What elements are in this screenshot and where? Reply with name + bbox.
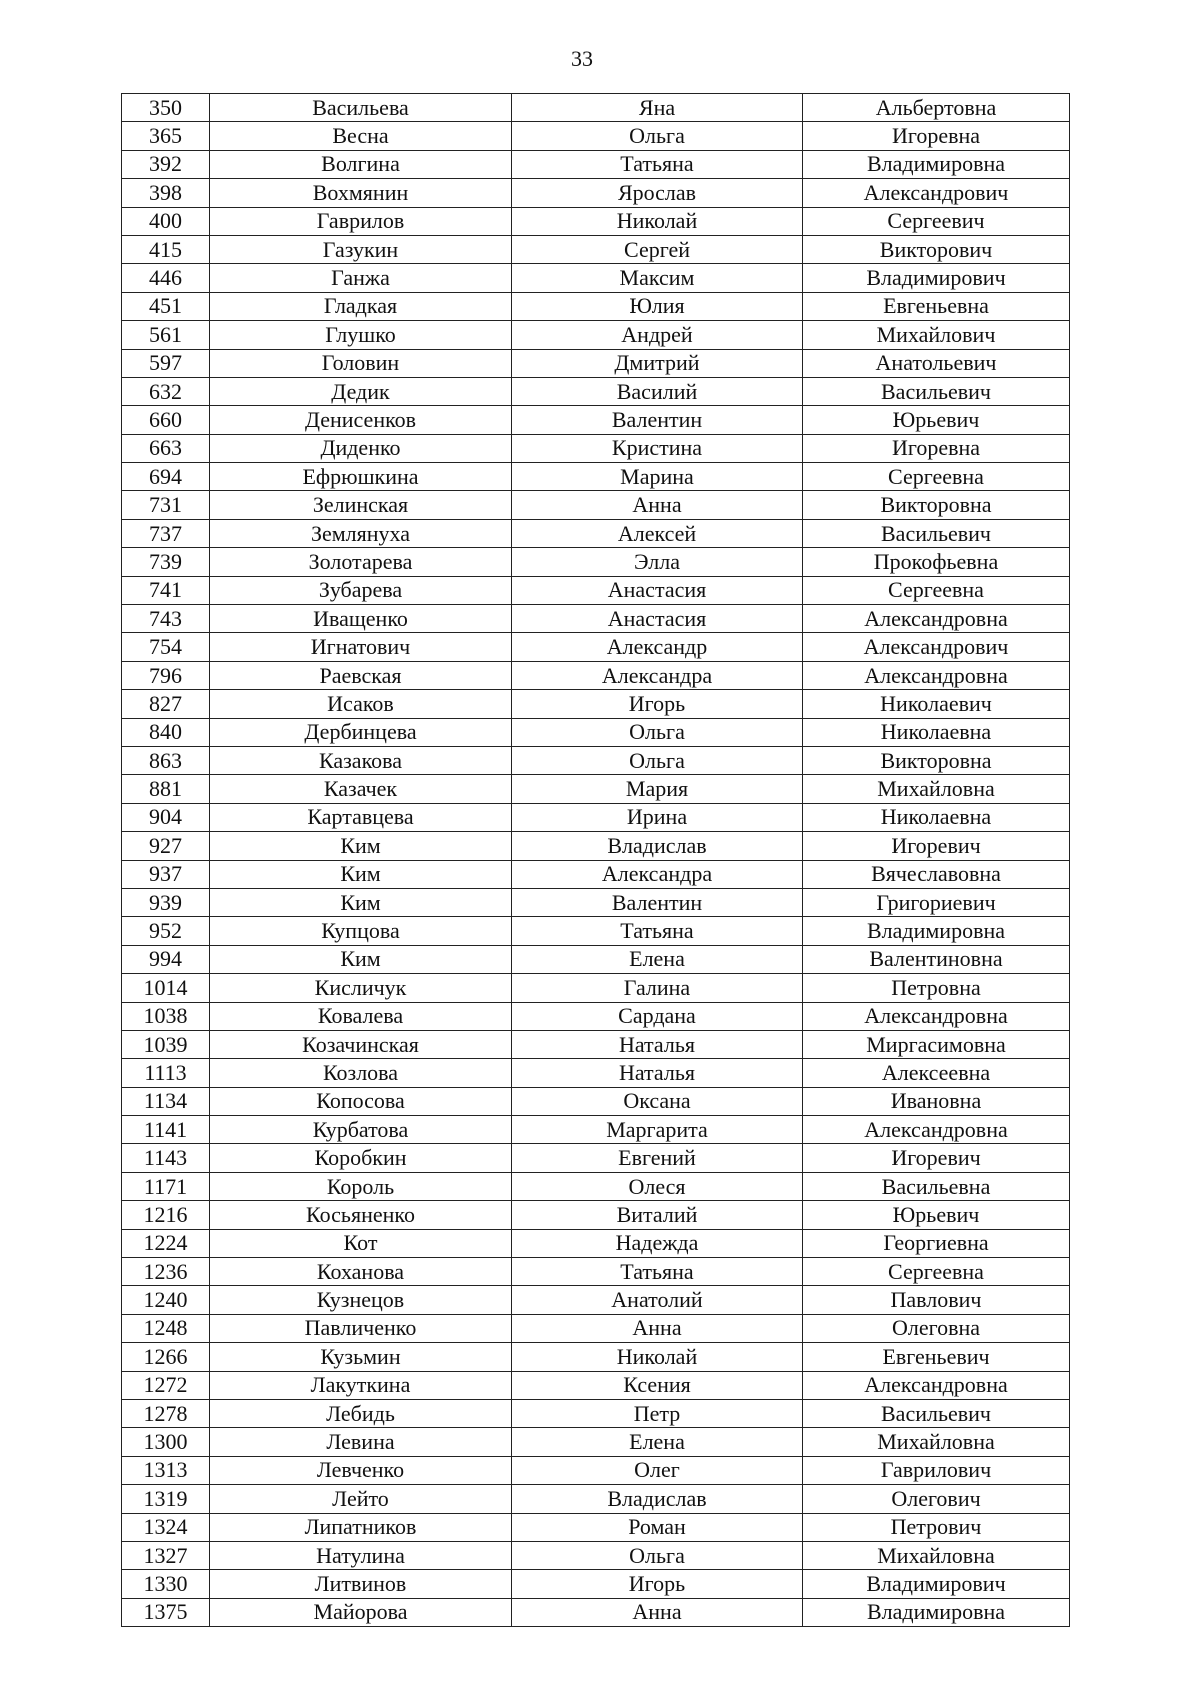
table-row [122,1570,1070,1598]
table-row [122,1059,1070,1087]
first-name-cell: Владислав [512,832,803,860]
last-name-cell: Лебидь [210,1399,512,1427]
row-number-cell: 597 [122,349,210,377]
row-number-cell: 1324 [122,1513,210,1541]
row-number-cell: 937 [122,860,210,888]
row-number-cell: 446 [122,264,210,292]
last-name-cell: Коханова [210,1258,512,1286]
patronymic-cell: Васильевна [803,1172,1070,1200]
table-row [122,1598,1070,1626]
first-name-cell: Ольга [512,746,803,774]
row-number-cell: 1313 [122,1456,210,1484]
table-row [122,605,1070,633]
table-row [122,122,1070,150]
last-name-cell: Ким [210,860,512,888]
row-number-cell: 1134 [122,1087,210,1115]
patronymic-cell: Юрьевич [803,406,1070,434]
patronymic-cell: Владимировна [803,1598,1070,1626]
row-number-cell: 400 [122,207,210,235]
table-row [122,1030,1070,1058]
table-row [122,264,1070,292]
row-number-cell: 927 [122,832,210,860]
table-row [122,406,1070,434]
row-number-cell: 1240 [122,1286,210,1314]
first-name-cell: Валентин [512,888,803,916]
first-name-cell: Елена [512,1428,803,1456]
table-row [122,1485,1070,1513]
row-number-cell: 1330 [122,1570,210,1598]
row-number-cell: 663 [122,434,210,462]
patronymic-cell: Миргасимовна [803,1030,1070,1058]
table-row [122,179,1070,207]
last-name-cell: Игнатович [210,633,512,661]
table-row [122,94,1070,122]
patronymic-cell: Александрович [803,633,1070,661]
patronymic-cell: Евгеньевич [803,1343,1070,1371]
patronymic-cell: Викторович [803,235,1070,263]
patronymic-cell: Прокофьевна [803,548,1070,576]
table-row [122,1314,1070,1342]
patronymic-cell: Александровна [803,605,1070,633]
first-name-cell: Роман [512,1513,803,1541]
row-number-cell: 1039 [122,1030,210,1058]
patronymic-cell: Александровна [803,1371,1070,1399]
patronymic-cell: Валентиновна [803,945,1070,973]
first-name-cell: Александр [512,633,803,661]
table-row [122,1541,1070,1569]
row-number-cell: 365 [122,122,210,150]
first-name-cell: Анастасия [512,605,803,633]
table-row [122,463,1070,491]
first-name-cell: Ольга [512,1541,803,1569]
row-number-cell: 1319 [122,1485,210,1513]
table-row [122,1428,1070,1456]
last-name-cell: Газукин [210,235,512,263]
patronymic-cell: Викторовна [803,491,1070,519]
first-name-cell: Дмитрий [512,349,803,377]
last-name-cell: Зелинская [210,491,512,519]
table-row [122,661,1070,689]
row-number-cell: 660 [122,406,210,434]
last-name-cell: Косьяненко [210,1201,512,1229]
last-name-cell: Павличенко [210,1314,512,1342]
last-name-cell: Липатников [210,1513,512,1541]
first-name-cell: Александра [512,661,803,689]
row-number-cell: 1014 [122,974,210,1002]
patronymic-cell: Николаевна [803,803,1070,831]
first-name-cell: Анна [512,1598,803,1626]
patronymic-cell: Алексеевна [803,1059,1070,1087]
table-row [122,207,1070,235]
first-name-cell: Кристина [512,434,803,462]
row-number-cell: 1113 [122,1059,210,1087]
first-name-cell: Николай [512,207,803,235]
row-number-cell: 1171 [122,1172,210,1200]
last-name-cell: Золотарева [210,548,512,576]
table-row [122,1172,1070,1200]
last-name-cell: Ковалева [210,1002,512,1030]
patronymic-cell: Александровна [803,1116,1070,1144]
table-row [122,576,1070,604]
last-name-cell: Левина [210,1428,512,1456]
patronymic-cell: Васильевич [803,1399,1070,1427]
last-name-cell: Ким [210,888,512,916]
first-name-cell: Ярослав [512,179,803,207]
row-number-cell: 1141 [122,1116,210,1144]
row-number-cell: 1266 [122,1343,210,1371]
patronymic-cell: Владимировна [803,917,1070,945]
first-name-cell: Татьяна [512,150,803,178]
last-name-cell: Дедик [210,377,512,405]
last-name-cell: Коробкин [210,1144,512,1172]
first-name-cell: Татьяна [512,1258,803,1286]
last-name-cell: Дербинцева [210,718,512,746]
row-number-cell: 1272 [122,1371,210,1399]
table-row [122,377,1070,405]
table-row [122,888,1070,916]
last-name-cell: Лейто [210,1485,512,1513]
patronymic-cell: Михайловна [803,775,1070,803]
patronymic-cell: Сергеевна [803,576,1070,604]
last-name-cell: Кот [210,1229,512,1257]
row-number-cell: 415 [122,235,210,263]
first-name-cell: Сергей [512,235,803,263]
last-name-cell: Землянуха [210,519,512,547]
last-name-cell: Король [210,1172,512,1200]
patronymic-cell: Вячеславовна [803,860,1070,888]
first-name-cell: Анна [512,1314,803,1342]
last-name-cell: Глушко [210,321,512,349]
first-name-cell: Николай [512,1343,803,1371]
row-number-cell: 1038 [122,1002,210,1030]
row-number-cell: 739 [122,548,210,576]
table-row [122,548,1070,576]
row-number-cell: 392 [122,150,210,178]
table-row [122,945,1070,973]
first-name-cell: Юлия [512,292,803,320]
first-name-cell: Марина [512,463,803,491]
row-number-cell: 731 [122,491,210,519]
table-row [122,491,1070,519]
patronymic-cell: Петрович [803,1513,1070,1541]
table-row [122,832,1070,860]
patronymic-cell: Александровна [803,1002,1070,1030]
last-name-cell: Гладкая [210,292,512,320]
roster-table [121,93,1070,1627]
row-number-cell: 1375 [122,1598,210,1626]
row-number-cell: 741 [122,576,210,604]
last-name-cell: Козлова [210,1059,512,1087]
row-number-cell: 694 [122,463,210,491]
patronymic-cell: Александровна [803,661,1070,689]
first-name-cell: Ксения [512,1371,803,1399]
first-name-cell: Элла [512,548,803,576]
first-name-cell: Василий [512,377,803,405]
row-number-cell: 632 [122,377,210,405]
last-name-cell: Гаврилов [210,207,512,235]
first-name-cell: Ольга [512,122,803,150]
table-row [122,1116,1070,1144]
patronymic-cell: Васильевич [803,377,1070,405]
last-name-cell: Исаков [210,690,512,718]
last-name-cell: Курбатова [210,1116,512,1144]
row-number-cell: 1236 [122,1258,210,1286]
table-row [122,775,1070,803]
first-name-cell: Мария [512,775,803,803]
row-number-cell: 743 [122,605,210,633]
first-name-cell: Маргарита [512,1116,803,1144]
patronymic-cell: Евгеньевна [803,292,1070,320]
table-row [122,718,1070,746]
patronymic-cell: Гаврилович [803,1456,1070,1484]
row-number-cell: 1327 [122,1541,210,1569]
table-row [122,1087,1070,1115]
table-row [122,235,1070,263]
patronymic-cell: Юрьевич [803,1201,1070,1229]
last-name-cell: Литвинов [210,1570,512,1598]
row-number-cell: 827 [122,690,210,718]
first-name-cell: Татьяна [512,917,803,945]
table-row [122,746,1070,774]
table-row [122,1229,1070,1257]
patronymic-cell: Сергеевич [803,207,1070,235]
last-name-cell: Денисенков [210,406,512,434]
table-row [122,321,1070,349]
table-row [122,349,1070,377]
last-name-cell: Левченко [210,1456,512,1484]
patronymic-cell: Михайловна [803,1428,1070,1456]
row-number-cell: 881 [122,775,210,803]
table-row [122,1343,1070,1371]
table-row [122,690,1070,718]
patronymic-cell: Александрович [803,179,1070,207]
table-row [122,1144,1070,1172]
first-name-cell: Анатолий [512,1286,803,1314]
page-number: 33 [571,46,593,71]
patronymic-cell: Владимирович [803,264,1070,292]
last-name-cell: Ким [210,945,512,973]
row-number-cell: 754 [122,633,210,661]
patronymic-cell: Игоревич [803,1144,1070,1172]
row-number-cell: 398 [122,179,210,207]
last-name-cell: Казакова [210,746,512,774]
patronymic-cell: Игоревна [803,122,1070,150]
patronymic-cell: Игоревич [803,832,1070,860]
table-row [122,1513,1070,1541]
first-name-cell: Наталья [512,1059,803,1087]
patronymic-cell: Николаевна [803,718,1070,746]
row-number-cell: 350 [122,94,210,122]
patronymic-cell: Петровна [803,974,1070,1002]
last-name-cell: Казачек [210,775,512,803]
last-name-cell: Диденко [210,434,512,462]
last-name-cell: Иващенко [210,605,512,633]
first-name-cell: Наталья [512,1030,803,1058]
last-name-cell: Кисличук [210,974,512,1002]
row-number-cell: 1224 [122,1229,210,1257]
patronymic-cell: Павлович [803,1286,1070,1314]
row-number-cell: 939 [122,888,210,916]
table-row [122,917,1070,945]
last-name-cell: Весна [210,122,512,150]
first-name-cell: Елена [512,945,803,973]
row-number-cell: 904 [122,803,210,831]
row-number-cell: 1248 [122,1314,210,1342]
row-number-cell: 840 [122,718,210,746]
patronymic-cell: Ивановна [803,1087,1070,1115]
last-name-cell: Вохмянин [210,179,512,207]
first-name-cell: Ирина [512,803,803,831]
last-name-cell: Картавцева [210,803,512,831]
patronymic-cell: Георгиевна [803,1229,1070,1257]
first-name-cell: Игорь [512,1570,803,1598]
first-name-cell: Игорь [512,690,803,718]
row-number-cell: 994 [122,945,210,973]
last-name-cell: Копосова [210,1087,512,1115]
table-row [122,1201,1070,1229]
last-name-cell: Козачинская [210,1030,512,1058]
last-name-cell: Ефрюшкина [210,463,512,491]
patronymic-cell: Сергеевна [803,1258,1070,1286]
patronymic-cell: Владимирович [803,1570,1070,1598]
row-number-cell: 796 [122,661,210,689]
last-name-cell: Кузнецов [210,1286,512,1314]
row-number-cell: 1216 [122,1201,210,1229]
first-name-cell: Оксана [512,1087,803,1115]
first-name-cell: Анастасия [512,576,803,604]
first-name-cell: Сардана [512,1002,803,1030]
row-number-cell: 952 [122,917,210,945]
last-name-cell: Зубарева [210,576,512,604]
patronymic-cell: Олеговна [803,1314,1070,1342]
row-number-cell: 451 [122,292,210,320]
last-name-cell: Натулина [210,1541,512,1569]
last-name-cell: Купцова [210,917,512,945]
row-number-cell: 561 [122,321,210,349]
first-name-cell: Яна [512,94,803,122]
table-row [122,803,1070,831]
table-row [122,1399,1070,1427]
table-row [122,1371,1070,1399]
last-name-cell: Майорова [210,1598,512,1626]
patronymic-cell: Владимировна [803,150,1070,178]
first-name-cell: Евгений [512,1144,803,1172]
table-row [122,1258,1070,1286]
last-name-cell: Волгина [210,150,512,178]
patronymic-cell: Игоревна [803,434,1070,462]
last-name-cell: Ганжа [210,264,512,292]
row-number-cell: 863 [122,746,210,774]
table-row [122,860,1070,888]
first-name-cell: Олег [512,1456,803,1484]
patronymic-cell: Григориевич [803,888,1070,916]
roster-table-body [122,94,1070,1627]
last-name-cell: Кузьмин [210,1343,512,1371]
patronymic-cell: Викторовна [803,746,1070,774]
table-row [122,1002,1070,1030]
first-name-cell: Владислав [512,1485,803,1513]
table-row [122,150,1070,178]
last-name-cell: Ким [210,832,512,860]
patronymic-cell: Михайлович [803,321,1070,349]
patronymic-cell: Анатольевич [803,349,1070,377]
table-row [122,974,1070,1002]
first-name-cell: Галина [512,974,803,1002]
patronymic-cell: Васильевич [803,519,1070,547]
first-name-cell: Ольга [512,718,803,746]
first-name-cell: Надежда [512,1229,803,1257]
table-row [122,434,1070,462]
first-name-cell: Андрей [512,321,803,349]
table-row [122,519,1070,547]
last-name-cell: Васильева [210,94,512,122]
table-row [122,633,1070,661]
table-row [122,1286,1070,1314]
patronymic-cell: Олегович [803,1485,1070,1513]
table-row [122,292,1070,320]
first-name-cell: Виталий [512,1201,803,1229]
patronymic-cell: Сергеевна [803,463,1070,491]
row-number-cell: 1278 [122,1399,210,1427]
first-name-cell: Анна [512,491,803,519]
patronymic-cell: Николаевич [803,690,1070,718]
first-name-cell: Валентин [512,406,803,434]
row-number-cell: 1300 [122,1428,210,1456]
patronymic-cell: Альбертовна [803,94,1070,122]
last-name-cell: Раевская [210,661,512,689]
first-name-cell: Петр [512,1399,803,1427]
patronymic-cell: Михайловна [803,1541,1070,1569]
table-row [122,1456,1070,1484]
first-name-cell: Олеся [512,1172,803,1200]
row-number-cell: 1143 [122,1144,210,1172]
last-name-cell: Лакуткина [210,1371,512,1399]
row-number-cell: 737 [122,519,210,547]
last-name-cell: Головин [210,349,512,377]
first-name-cell: Александра [512,860,803,888]
first-name-cell: Алексей [512,519,803,547]
first-name-cell: Максим [512,264,803,292]
